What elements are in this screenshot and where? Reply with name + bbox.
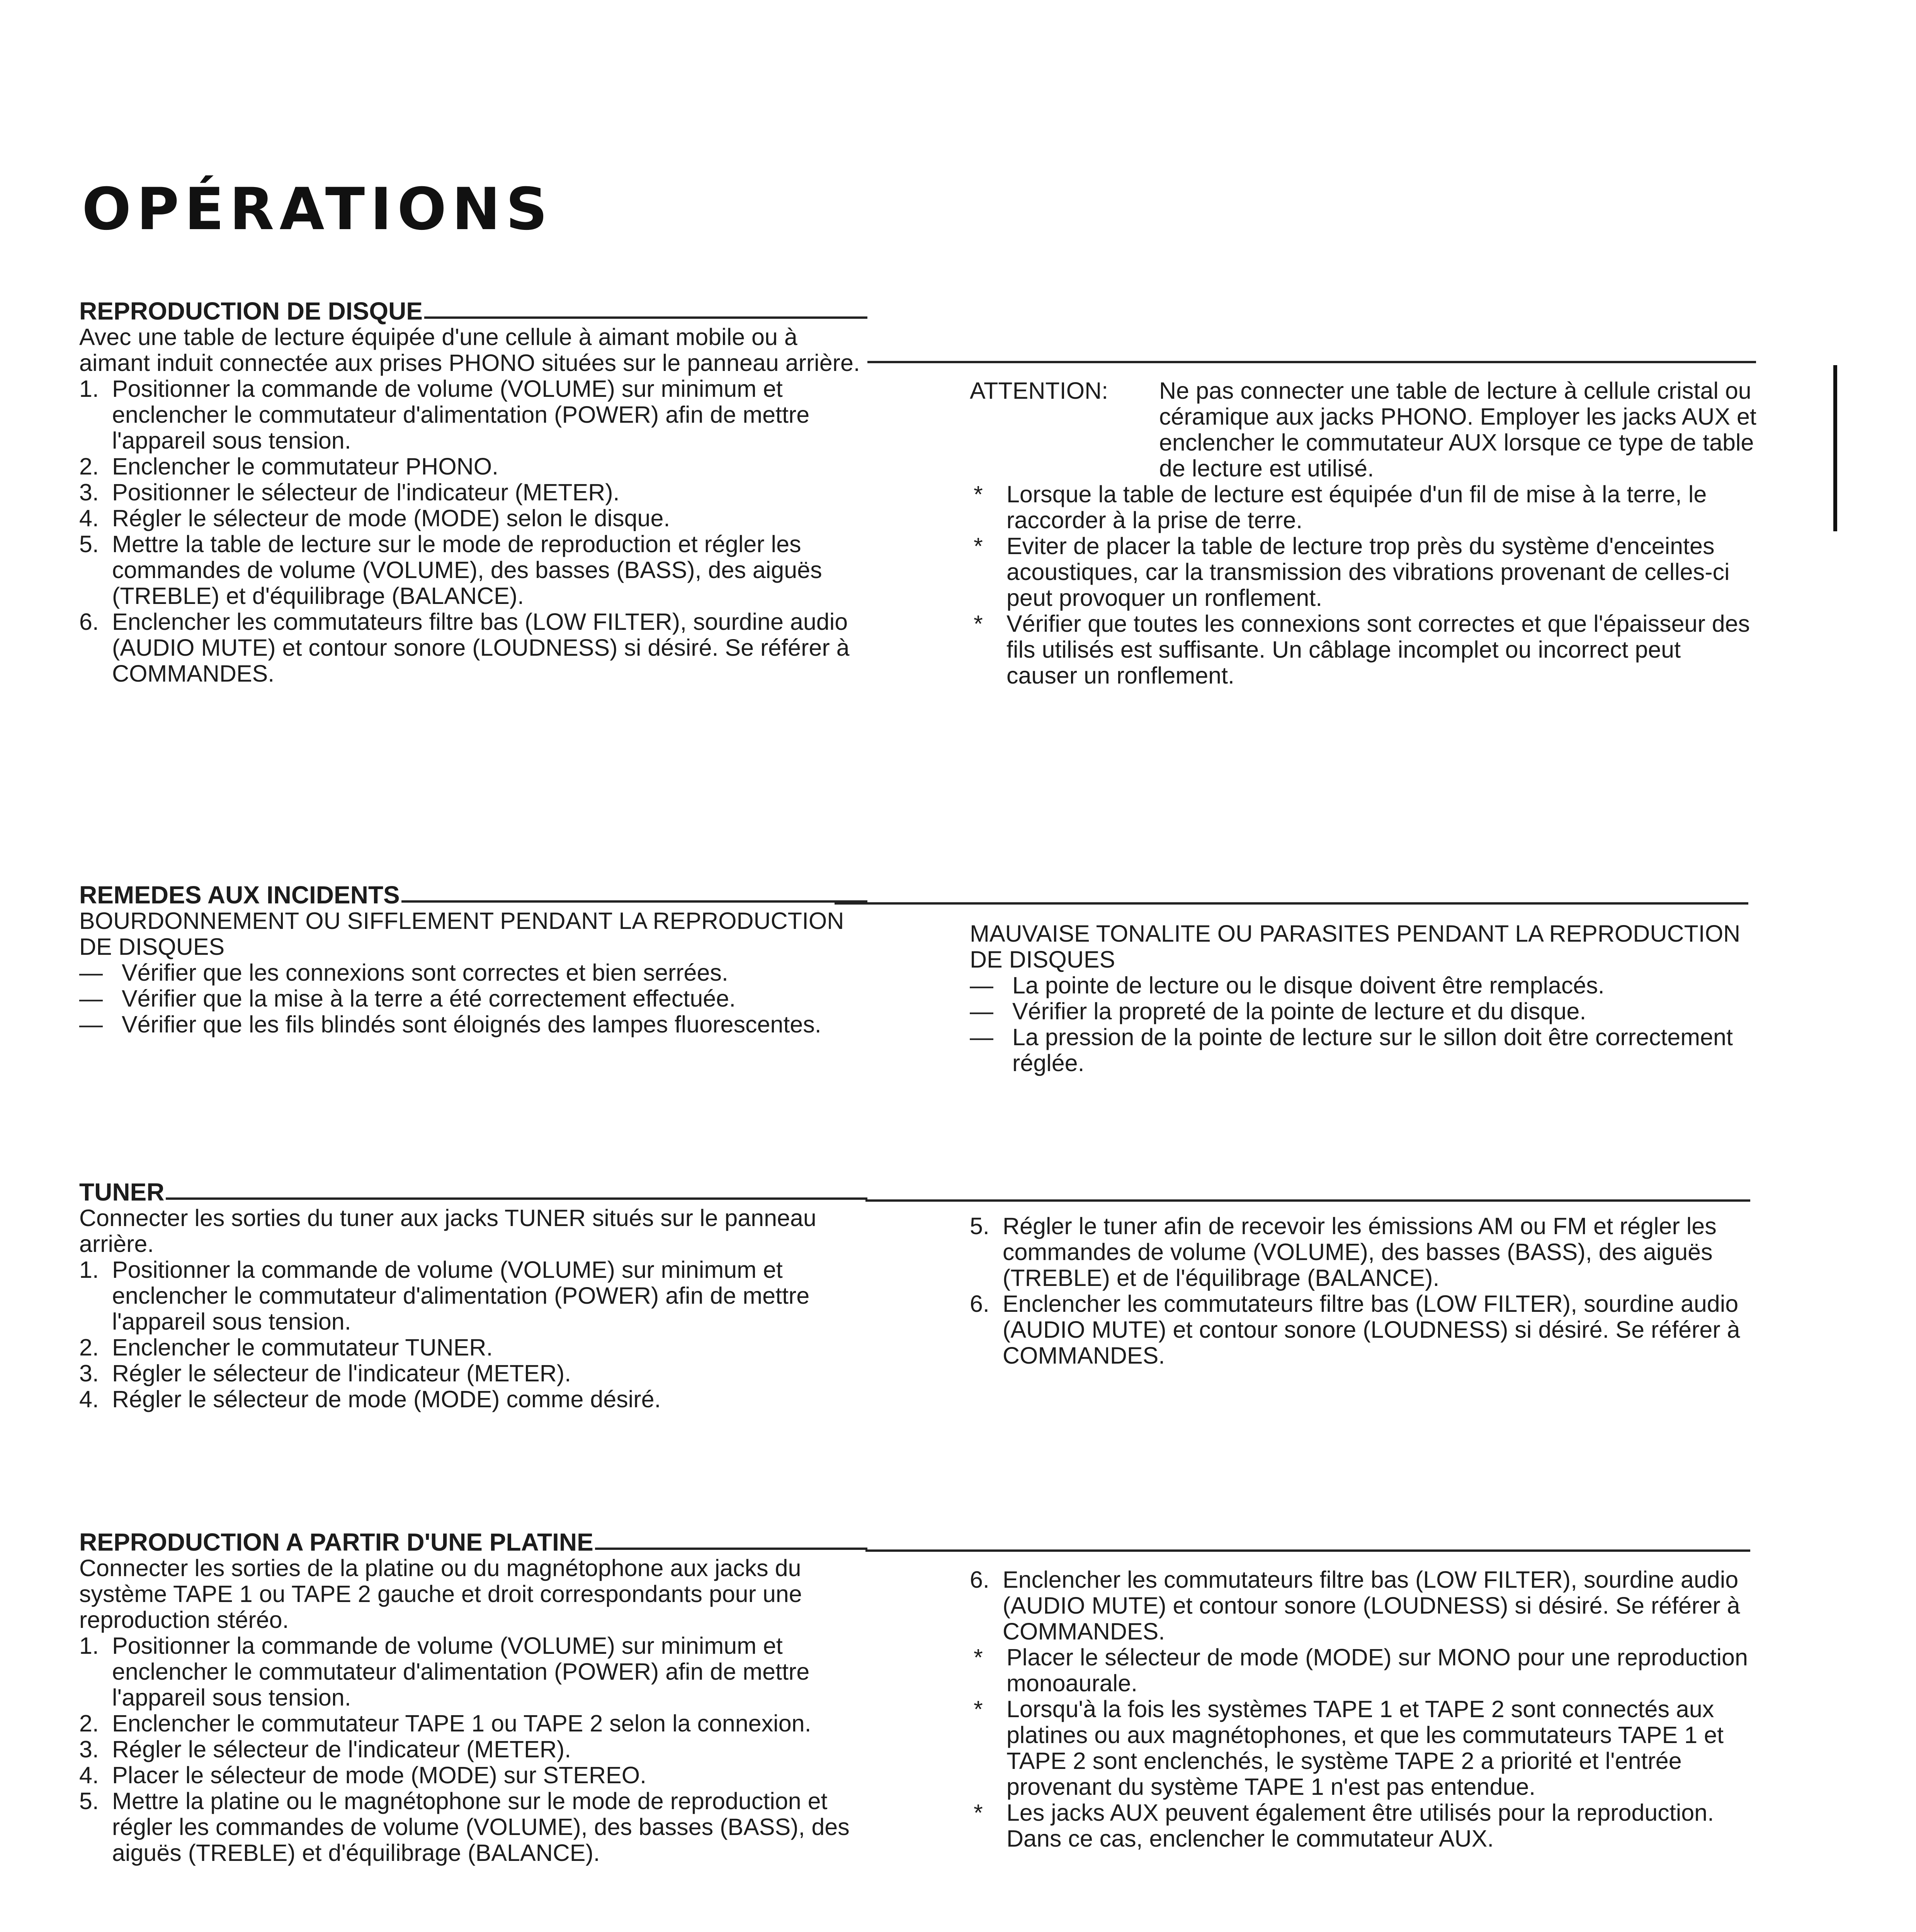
step-text: Mettre la platine ou le magnétophone sur le mode de reproduction et régler les commandes de volume (VOLUME), des basses (BASS), des aiguës (TREBLE) et d'équilibrage (BALANCE). bbox=[112, 1788, 850, 1866]
step-number: 5. bbox=[970, 1213, 989, 1239]
section-heading-remedes: REMEDES AUX INCIDENTS bbox=[79, 881, 400, 909]
step-text: Régler le sélecteur de mode (MODE) comme désiré. bbox=[112, 1386, 661, 1412]
section-heading-row bbox=[79, 1179, 867, 1205]
step-text: Positionner le sélecteur de l'indicateur (METER). bbox=[112, 479, 620, 505]
list-item bbox=[79, 454, 867, 480]
revision-bar bbox=[1833, 365, 1837, 531]
step-text: Enclencher les commutateurs filtre bas (LOW FILTER), sourdine audio (AUDIO MUTE) et contour sonore (LOUDNESS) si désiré. Se référer à COMMANDES. bbox=[1003, 1291, 1740, 1369]
list-item bbox=[79, 1257, 867, 1335]
list-item bbox=[970, 973, 1758, 998]
item-text: Vérifier que les fils blindés sont éloignés des lampes fluorescentes. bbox=[122, 1011, 821, 1037]
step-text: Positionner la commande de volume (VOLUME) sur minimum et enclencher le commutateur d'alimentation (POWER) afin de mettre l'appareil sous tension. bbox=[112, 1633, 810, 1711]
note-text: Lorsque la table de lecture est équipée d'un fil de mise à la terre, le raccorder à la prise de terre. bbox=[1006, 481, 1707, 533]
list-item bbox=[970, 1645, 1758, 1696]
step-text: Enclencher le commutateur TAPE 1 ou TAPE 2 selon la connexion. bbox=[112, 1710, 811, 1736]
step-number: 6. bbox=[79, 609, 99, 635]
list-item bbox=[970, 1291, 1758, 1369]
list-item bbox=[970, 533, 1758, 611]
dash-mark: — bbox=[79, 1011, 103, 1037]
section-intro: Connecter les sorties du tuner aux jacks TUNER situés sur le panneau arrière. bbox=[79, 1205, 816, 1257]
step-number: 6. bbox=[970, 1566, 989, 1593]
step-number: 6. bbox=[970, 1291, 989, 1317]
list-item bbox=[970, 1800, 1758, 1852]
step-number: 3. bbox=[79, 1360, 99, 1386]
list-item bbox=[79, 1711, 867, 1736]
step-number: 2. bbox=[79, 453, 99, 480]
step-text: Régler le sélecteur de l'indicateur (METER). bbox=[112, 1360, 571, 1386]
attention-note bbox=[970, 378, 1758, 481]
step-text: Enclencher le commutateur TUNER. bbox=[112, 1334, 493, 1361]
list-item bbox=[79, 960, 867, 986]
step-text: Régler le sélecteur de l'indicateur (METER). bbox=[112, 1736, 571, 1762]
section-platine-left bbox=[79, 1529, 867, 1866]
step-text: Enclencher les commutateurs filtre bas (LOW FILTER), sourdine audio (AUDIO MUTE) et contour sonore (LOUDNESS) si désiré. Se référer à COMMANDES. bbox=[1003, 1566, 1740, 1645]
attention-text: Ne pas connecter une table de lecture à cellule cristal ou céramique aux jacks PHONO. Employer les jacks AUX et enclencher le commutateur AUX lorsque ce type de table de lecture est utilisé. bbox=[1159, 378, 1756, 481]
item-text: Vérifier que la mise à la terre a été correctement effectuée. bbox=[122, 985, 736, 1012]
attention-label: ATTENTION: bbox=[970, 378, 1108, 404]
step-text: Placer le sélecteur de mode (MODE) sur STEREO. bbox=[112, 1762, 647, 1788]
section-heading-platine: REPRODUCTION A PARTIR D'UNE PLATINE bbox=[79, 1528, 593, 1556]
section-rule-extension bbox=[865, 1549, 1750, 1552]
step-number: 5. bbox=[79, 531, 99, 557]
section-platine-right bbox=[970, 1567, 1758, 1852]
asterisk-mark: * bbox=[974, 533, 983, 559]
item-text: Vérifier la propreté de la pointe de lecture et du disque. bbox=[1012, 998, 1586, 1024]
list-item bbox=[79, 1012, 867, 1037]
list-item bbox=[79, 1361, 867, 1386]
list-item bbox=[79, 505, 867, 531]
list-item bbox=[970, 481, 1758, 533]
list-item bbox=[970, 1024, 1758, 1076]
section-heading-disque: REPRODUCTION DE DISQUE bbox=[79, 297, 423, 325]
step-text: Enclencher le commutateur PHONO. bbox=[112, 453, 499, 480]
list-item bbox=[970, 611, 1758, 689]
asterisk-mark: * bbox=[974, 1696, 983, 1722]
subheading-mauvaise-tonalite: MAUVAISE TONALITE OU PARASITES PENDANT LA REPRODUCTION DE DISQUES bbox=[970, 920, 1741, 973]
section-disque-right bbox=[970, 378, 1758, 689]
list-item bbox=[79, 480, 867, 505]
step-number: 1. bbox=[79, 376, 99, 402]
section-rule-extension bbox=[867, 361, 1756, 363]
asterisk-mark: * bbox=[974, 1799, 983, 1826]
dash-mark: — bbox=[79, 959, 103, 986]
section-heading-row bbox=[79, 1529, 867, 1555]
dash-mark: — bbox=[970, 972, 993, 998]
heading-rule bbox=[166, 1197, 867, 1200]
page-title: OPÉRATIONS bbox=[82, 176, 553, 243]
subheading-bourdonnement: BOURDONNEMENT OU SIFFLEMENT PENDANT LA REPRODUCTION DE DISQUES bbox=[79, 908, 844, 960]
section-heading-tuner: TUNER bbox=[79, 1178, 165, 1206]
list-item bbox=[970, 1696, 1758, 1800]
dash-mark: — bbox=[79, 985, 103, 1012]
asterisk-mark: * bbox=[974, 1644, 983, 1670]
note-text: Eviter de placer la table de lecture trop près du système d'enceintes acoustiques, car la transmission des vibrations provenant de celles-ci peut provoquer un ronflement. bbox=[1006, 533, 1730, 611]
step-number: 5. bbox=[79, 1788, 99, 1814]
heading-rule bbox=[595, 1548, 867, 1550]
list-item bbox=[79, 1736, 867, 1762]
item-text: La pointe de lecture ou le disque doivent être remplacés. bbox=[1012, 972, 1605, 998]
step-text: Positionner la commande de volume (VOLUME) sur minimum et enclencher le commutateur d'alimentation (POWER) afin de mettre l'appareil sous tension. bbox=[112, 376, 810, 454]
list-item bbox=[79, 1788, 867, 1866]
step-number: 3. bbox=[79, 1736, 99, 1762]
list-item bbox=[79, 1386, 867, 1412]
section-intro: Connecter les sorties de la platine ou du magnétophone aux jacks du système TAPE 1 ou TAPE 2 gauche et droit correspondants pour une reproduction stéréo. bbox=[79, 1555, 802, 1633]
dash-mark: — bbox=[970, 1024, 993, 1050]
heading-rule bbox=[401, 900, 867, 903]
step-number: 1. bbox=[79, 1633, 99, 1659]
note-text: Vérifier que toutes les connexions sont correctes et que l'épaisseur des fils utilisés est suffisante. Un câblage incomplet ou incorrect peut causer un ronflement. bbox=[1006, 611, 1750, 689]
list-item bbox=[79, 376, 867, 454]
list-item bbox=[970, 1567, 1758, 1645]
list-item bbox=[79, 986, 867, 1012]
list-item bbox=[79, 1762, 867, 1788]
step-number: 3. bbox=[79, 479, 99, 505]
step-number: 4. bbox=[79, 1386, 99, 1412]
note-text: Lorsqu'à la fois les systèmes TAPE 1 et TAPE 2 sont connectés aux platines ou aux magnétophones, et que les commutateurs TAPE 1 et TAPE 2 sont enclenchés, le système TAPE 2 a priorité et l'entrée provenant du système TAPE 1 n'est pas entendue. bbox=[1006, 1696, 1724, 1800]
list-item bbox=[79, 609, 867, 687]
step-number: 1. bbox=[79, 1257, 99, 1283]
section-intro: Avec une table de lecture équipée d'une cellule à aimant mobile ou à aimant induit connectée aux prises PHONO situées sur le panneau arrière. bbox=[79, 324, 860, 376]
list-item bbox=[970, 1213, 1758, 1291]
list-item bbox=[970, 998, 1758, 1024]
heading-rule bbox=[424, 316, 867, 319]
step-text: Régler le tuner afin de recevoir les émissions AM ou FM et régler les commandes de volume (VOLUME), des basses (BASS), des aiguës (TREBLE) et de l'équilibrage (BALANCE). bbox=[1003, 1213, 1717, 1291]
section-tuner-left bbox=[79, 1179, 867, 1412]
dash-mark: — bbox=[970, 998, 993, 1024]
note-text: Les jacks AUX peuvent également être utilisés pour la reproduction. Dans ce cas, enclencher le commutateur AUX. bbox=[1006, 1799, 1714, 1852]
item-text: Vérifier que les connexions sont correctes et bien serrées. bbox=[122, 959, 728, 986]
step-number: 2. bbox=[79, 1710, 99, 1736]
step-number: 2. bbox=[79, 1334, 99, 1361]
section-remedes-right bbox=[970, 921, 1758, 1076]
step-number: 4. bbox=[79, 1762, 99, 1788]
step-text: Positionner la commande de volume (VOLUME) sur minimum et enclencher le commutateur d'alimentation (POWER) afin de mettre l'appareil sous tension. bbox=[112, 1257, 810, 1335]
section-remedes-left bbox=[79, 882, 867, 1037]
list-item bbox=[79, 531, 867, 609]
section-heading-row bbox=[79, 298, 867, 324]
section-rule-extension bbox=[835, 902, 1748, 905]
section-heading-row bbox=[79, 882, 867, 908]
item-text: La pression de la pointe de lecture sur le sillon doit être correctement réglée. bbox=[1012, 1024, 1733, 1076]
step-number: 4. bbox=[79, 505, 99, 531]
list-item bbox=[79, 1335, 867, 1361]
section-rule-extension bbox=[865, 1199, 1750, 1202]
asterisk-mark: * bbox=[974, 481, 983, 507]
section-tuner-right bbox=[970, 1213, 1758, 1369]
list-item bbox=[79, 1633, 867, 1711]
step-text: Régler le sélecteur de mode (MODE) selon le disque. bbox=[112, 505, 670, 531]
step-text: Enclencher les commutateurs filtre bas (LOW FILTER), sourdine audio (AUDIO MUTE) et contour sonore (LOUDNESS) si désiré. Se référer à COMMANDES. bbox=[112, 609, 850, 687]
note-text: Placer le sélecteur de mode (MODE) sur MONO pour une reproduction monoaurale. bbox=[1006, 1644, 1748, 1696]
step-text: Mettre la table de lecture sur le mode de reproduction et régler les commandes de volume (VOLUME), des basses (BASS), des aiguës (TREBLE) et d'équilibrage (BALANCE). bbox=[112, 531, 822, 609]
asterisk-mark: * bbox=[974, 611, 983, 637]
section-disque-left bbox=[79, 298, 867, 687]
